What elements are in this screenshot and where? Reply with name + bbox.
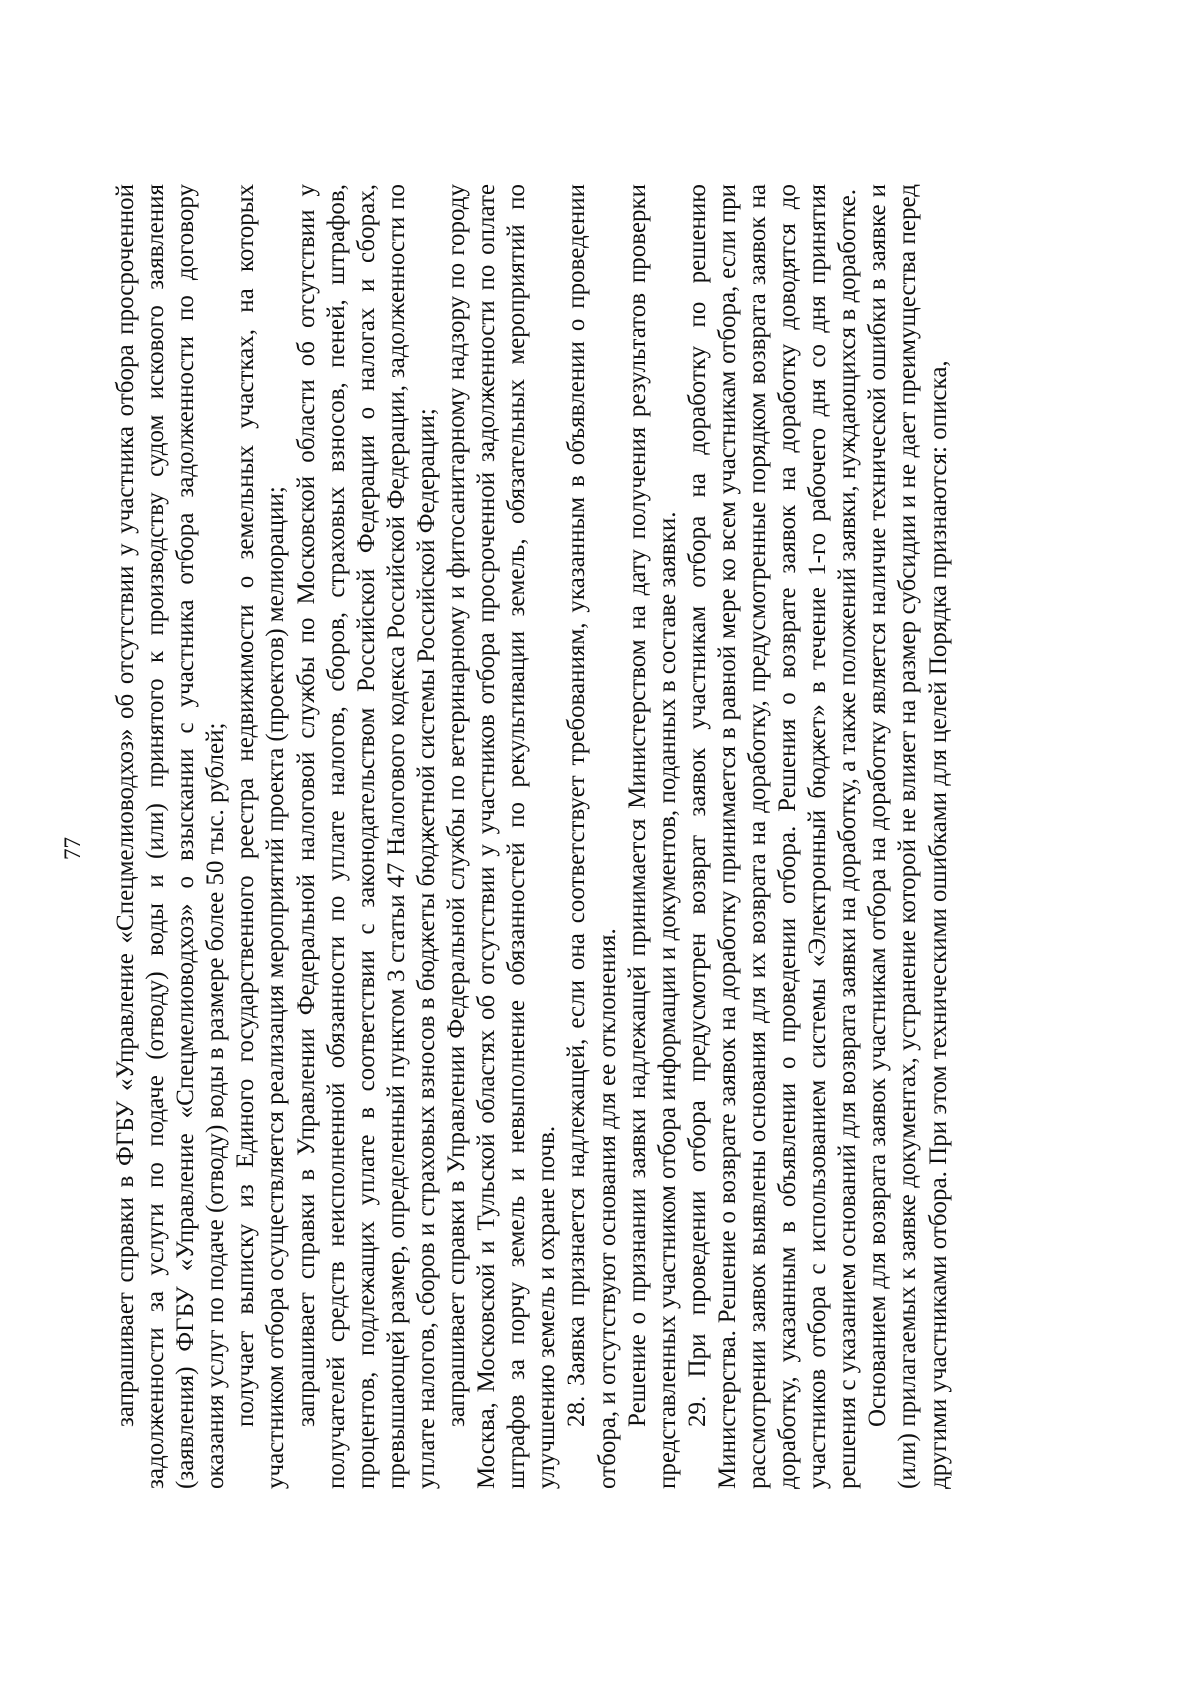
page-number: 77 [60, 837, 85, 860]
paragraph: Основанием для возврата заявок участникам отбора на доработку является наличие технической ошибки в заявке и (или) прилагаемых к заявке документах, устранение которой не влияет на размер субсидии и не дает преимущества перед другими участниками отбора. При этом техническими ошибками для целей Порядка признаются: описка, [864, 184, 952, 1489]
paragraph: 29. При проведении отбора предусмотрен возврат заявок участникам отбора на доработку по решению Министерства. Решение о возврате заявок на доработку принимается в равной мере ко всем участникам отбора, если при рассмотрении заявок выявлены основания для их возврата на доработку, предусмотренные порядком возврата заявок на доработку, указанным в объявлении о проведении отбора. Решения о возврате заявок на доработку доводятся до участников отбора с использованием системы «Электронный бюджет» в течение 1-го рабочего дня со дня принятия решения с указанием оснований для возврата заявки на доработку, а также положений заявки, нуждающихся в доработке. [683, 184, 862, 1489]
paragraph: запрашивает справки в Управлении Федеральной службы по ветеринарному и фитосанитарному надзору по городу Москва, Московской и Тульской областях об отсутствии у участников отбора просроченной задолженности по оплате штрафов за порчу земель и невыполнение обязанностей по рекультивации земель, обязательных мероприятий по улучшению земель и охране почв. [443, 184, 561, 1489]
paragraph: 28. Заявка признается надлежащей, если она соответствует требованиям, указанным в объявлении о проведении отбора, и отсутствуют основания для ее отклонения. [563, 184, 621, 1489]
paragraph: Решение о признании заявки надлежащей принимается Министерством на дату получения результатов проверки представленных участником отбора информации и документов, поданных в составе заявки. [623, 184, 681, 1489]
body-text [111, 184, 954, 1489]
paragraph: получает выписку из Единого государственного реестра недвижимости о земельных участках, на которых участником отбора осуществляется реализация мероприятий проекта (проектов) мелиорации; [232, 184, 290, 1489]
paragraph: запрашивает справки в Управлении Федеральной налоговой службы по Московской области об отсутствии у получателей средств неисполненной обязанности по уплате налогов, сборов, страховых взносов, пеней, штрафов, процентов, подлежащих уплате в соответствии с законодательством Российской Федерации о налогах и сборах, превышающей размер, определенный пунктом 3 статьи 47 Налогового кодекса Российской Федерации, задолженности по уплате налогов, сборов и страховых взносов в бюджеты бюджетной системы Российской Федерации; [292, 184, 440, 1489]
paragraph: запрашивает справки в ФГБУ «Управление «Спецмелиоводхоз» об отсутствии у участника отбора просроченной задолженности за услуги по подаче (отводу) воды и (или) принятого к производству судом искового заявления (заявления) ФГБУ «Управление «Спецмелиоводхоз» о взыскании с участника отбора задолженности по договору оказания услуг по подаче (отводу) воды в размере более 50 тыс. рублей; [112, 184, 230, 1489]
